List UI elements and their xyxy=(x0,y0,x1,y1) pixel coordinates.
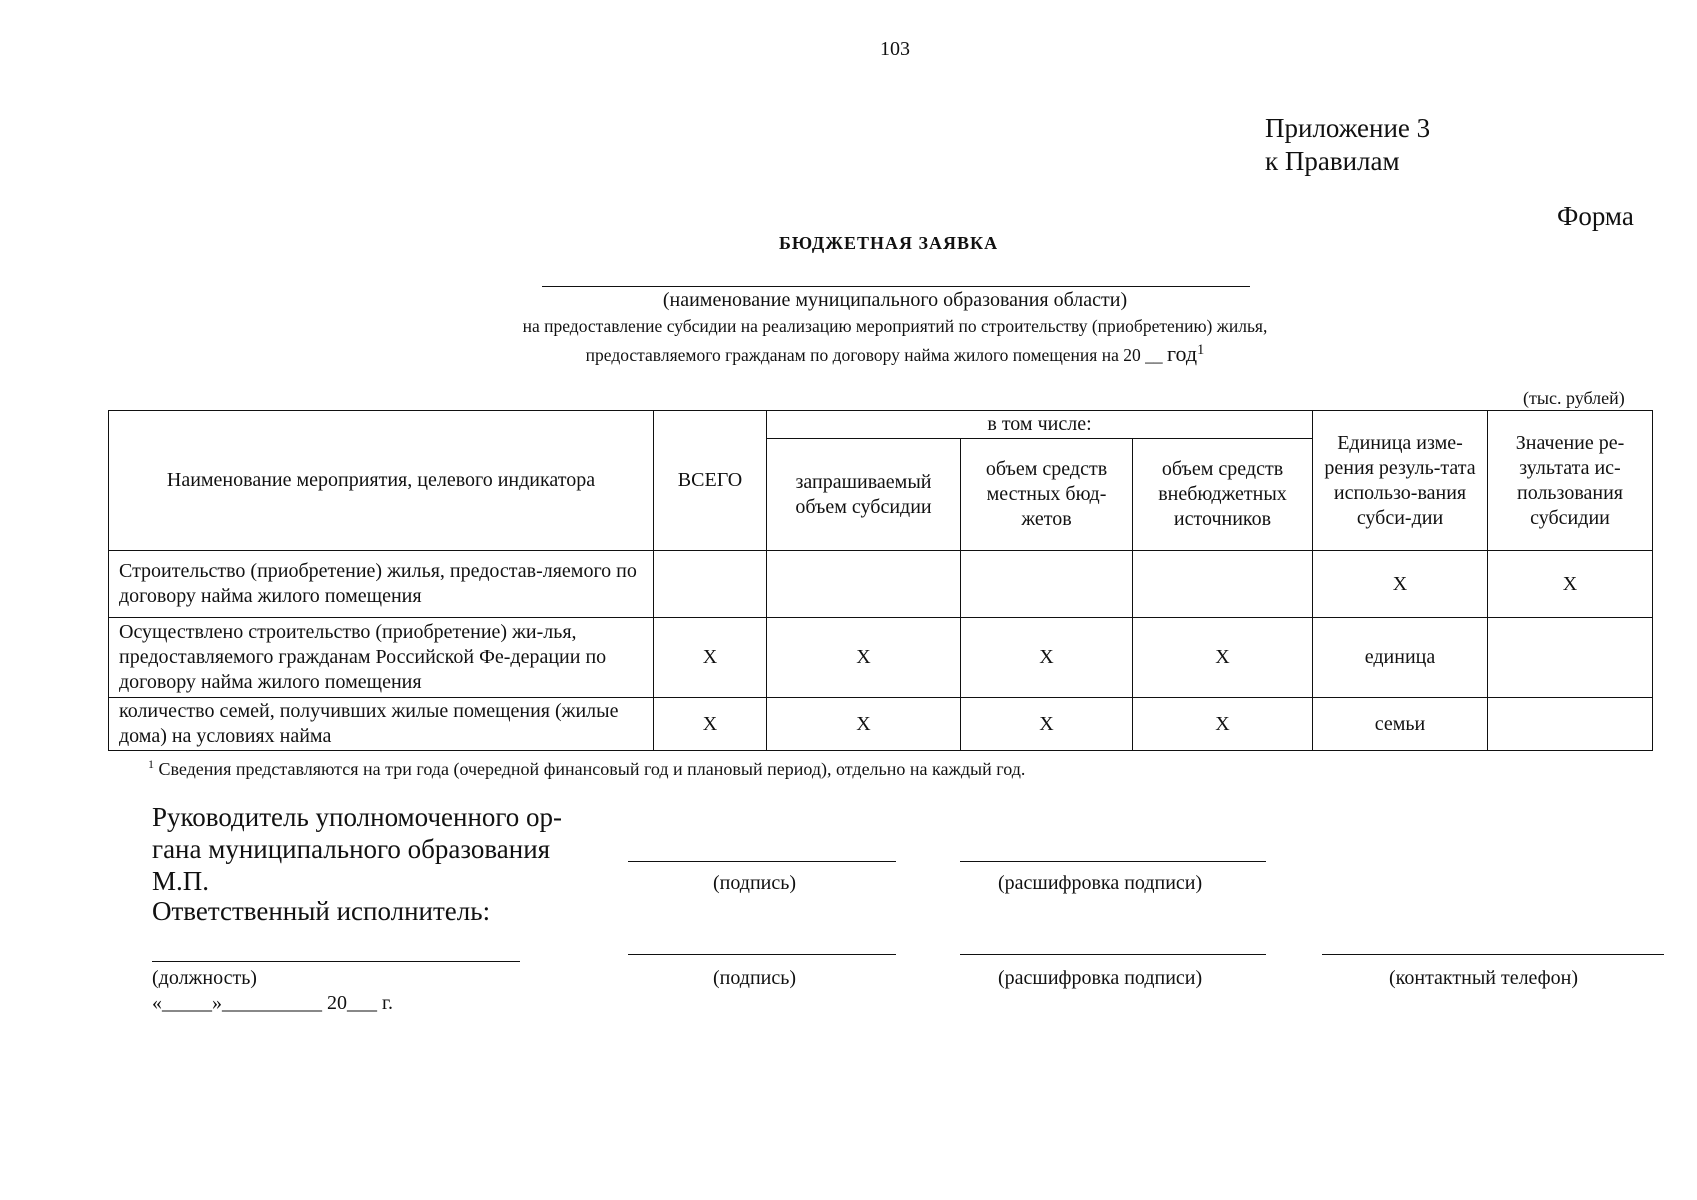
head-signature-line xyxy=(628,861,896,862)
caption-year-god: год xyxy=(1166,341,1198,366)
row-total: Х xyxy=(654,698,767,751)
head-title-line1: Руководитель уполномоченного ор- xyxy=(152,802,563,832)
row-requested xyxy=(767,551,961,618)
header-name: Наименование мероприятия, целевого индикатора xyxy=(109,411,654,551)
executor-decode-label: (расшифровка подписи) xyxy=(998,967,1203,989)
row-offbudget: Х xyxy=(1133,618,1313,698)
row-unit: единица xyxy=(1313,618,1488,698)
page-number: 103 xyxy=(880,38,910,60)
appendix-reference xyxy=(1265,112,1430,178)
row-value: Х xyxy=(1488,551,1653,618)
row-local: Х xyxy=(961,618,1133,698)
position-label: (должность) xyxy=(152,967,257,989)
date-line: «_____»__________ 20___ г. xyxy=(152,992,393,1014)
caption-municipality: (наименование муниципального образования области) xyxy=(662,289,1128,311)
table-row xyxy=(109,551,1653,618)
head-decode-line xyxy=(960,861,1266,862)
row-requested: Х xyxy=(767,618,961,698)
municipality-name-line xyxy=(542,286,1250,287)
row-offbudget xyxy=(1133,551,1313,618)
row-unit: семьи xyxy=(1313,698,1488,751)
row-local: Х xyxy=(961,698,1133,751)
position-line xyxy=(152,961,520,962)
executor-decode-line xyxy=(960,954,1266,955)
budget-table xyxy=(108,410,1653,751)
form-label: Форма xyxy=(1557,201,1634,231)
units-label: (тыс. рублей) xyxy=(1523,388,1625,408)
footnote-mark: 1 xyxy=(148,757,154,771)
row-total xyxy=(654,551,767,618)
caption-year xyxy=(0,341,1697,367)
row-value xyxy=(1488,698,1653,751)
row-name: количество семей, получивших жилые помещения (жилые дома) на условиях найма xyxy=(109,698,654,751)
footnote xyxy=(148,757,1025,780)
row-offbudget: Х xyxy=(1133,698,1313,751)
row-requested: Х xyxy=(767,698,961,751)
table-header-row xyxy=(109,411,1653,439)
seal-label: М.П. xyxy=(152,866,210,896)
header-value: Значение ре-зультата ис-пользования субсидии xyxy=(1488,411,1653,551)
appendix-line1: Приложение 3 xyxy=(1265,113,1431,143)
executor-signature-line xyxy=(628,954,896,955)
header-requested: запрашиваемый объем субсидии xyxy=(767,439,961,551)
responsible-executor-label: Ответственный исполнитель: xyxy=(152,896,491,926)
appendix-line2: к Правилам xyxy=(1265,146,1400,176)
footnote-text: Сведения представляются на три года (очередной финансовый год и плановый период), отдельно на каждый год. xyxy=(158,759,1026,779)
row-name: Строительство (приобретение) жилья, предостав-ляемого по договору найма жилого помещения xyxy=(109,551,654,618)
head-signature-label: (подпись) xyxy=(713,872,797,894)
table-row xyxy=(109,698,1653,751)
row-value xyxy=(1488,618,1653,698)
caption-purpose: на предоставление субсидии на реализацию мероприятий по строительству (приобретению) жилья, xyxy=(522,316,1268,336)
head-decode-label: (расшифровка подписи) xyxy=(998,872,1203,894)
header-including: в том числе: xyxy=(767,411,1313,439)
caption-year-text: предоставляемого гражданам по договору найма жилого помещения на 20 __ xyxy=(585,345,1163,365)
header-total: ВСЕГО xyxy=(654,411,767,551)
row-name: Осуществлено строительство (приобретение) жи-лья, предоставляемого гражданам Российской Фе-дерации по договору найма жилого помещения xyxy=(109,618,654,698)
phone-label: (контактный телефон) xyxy=(1389,967,1579,989)
table-row xyxy=(109,618,1653,698)
row-total: Х xyxy=(654,618,767,698)
header-offbudget: объем средств внебюджетных источников xyxy=(1133,439,1313,551)
row-local xyxy=(961,551,1133,618)
executor-signature-label: (подпись) xyxy=(713,967,797,989)
document-title: БЮДЖЕТНАЯ ЗАЯВКА xyxy=(779,233,999,253)
phone-line xyxy=(1322,954,1664,955)
header-unit: Единица изме-рения резуль-тата использо-вания субси-дии xyxy=(1313,411,1488,551)
header-local: объем средств местных бюд-жетов xyxy=(961,439,1133,551)
head-signatory xyxy=(152,801,562,897)
caption-footnote-mark: 1 xyxy=(1197,342,1205,359)
row-unit: Х xyxy=(1313,551,1488,618)
head-title-line2: гана муниципального образования xyxy=(152,834,551,864)
